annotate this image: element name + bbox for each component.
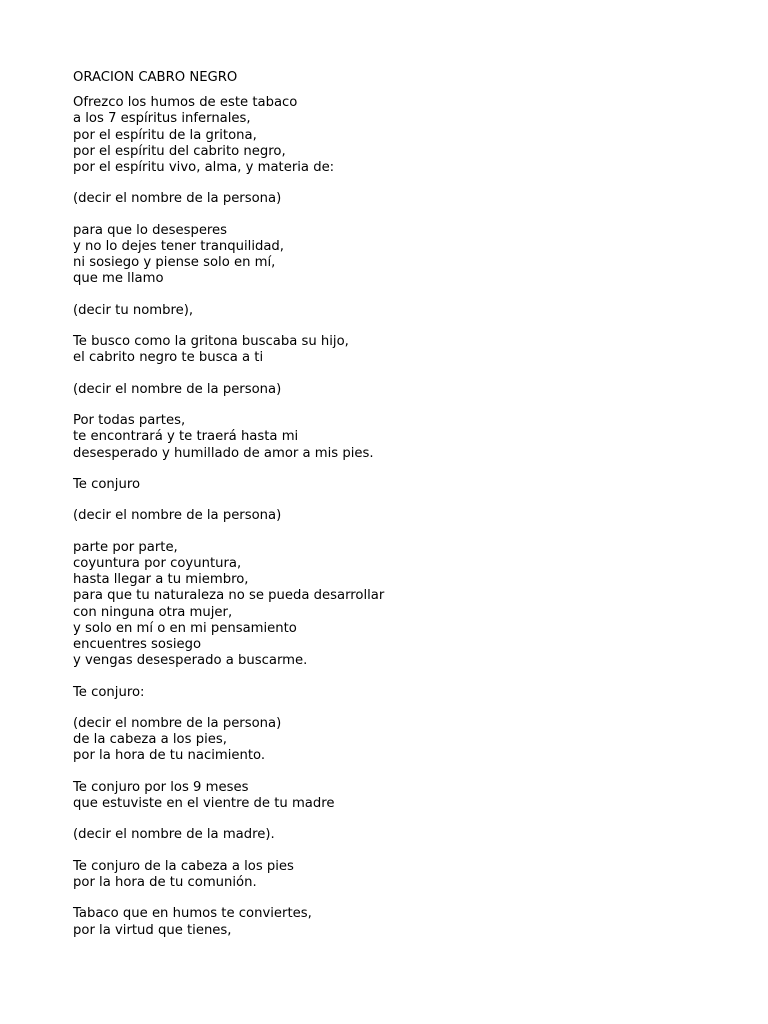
text-line: parte por parte, [73,539,178,555]
text-line: a los 7 espíritus infernales, [73,111,251,127]
stanza [73,191,733,207]
document-body [73,70,733,954]
stanza [73,382,733,398]
text-line: Te conjuro por los 9 meses [73,779,249,795]
text-line: Tabaco que en humos te conviertes, [73,906,312,922]
text-line: ni sosiego y piense solo en mí, [73,255,276,271]
text-line: y vengas desesperado a buscarme. [73,653,308,669]
text-line: (decir el nombre de la persona) [73,381,282,397]
stanza [73,508,733,524]
text-line: Ofrezco los humos de este tabaco [73,95,298,111]
stanza [73,827,733,843]
text-line: (decir el nombre de la persona) [73,508,282,524]
document-title: ORACION CABRO NEGRO [73,70,238,85]
text-line: Por todas partes, [73,413,186,429]
text-line: Te conjuro: [73,684,145,700]
text-line: por la virtud que tienes, [73,922,232,938]
text-line: coyuntura por coyuntura, [73,555,242,571]
text-line: que estuviste en el vientre de tu madre [73,795,335,811]
text-line: que me llamo [73,271,164,287]
stanza [73,334,733,366]
stanza [73,540,733,670]
stanza [73,477,733,493]
stanza [73,685,733,701]
text-line: y solo en mí o en mi pensamiento [73,620,297,636]
text-line: encuentres sosiego [73,636,202,652]
text-line: para que tu naturaleza no se pueda desarrollar [73,588,385,604]
text-line: para que lo desesperes [73,222,228,238]
stanza [73,906,733,938]
text-line: por el espíritu del cabrito negro, [73,143,286,159]
stanza [73,413,733,462]
text-line: por el espíritu vivo, alma, y materia de: [73,160,335,176]
text-line: por el espíritu de la gritona, [73,127,257,143]
text-line: Te conjuro [73,476,141,492]
text-line: (decir el nombre de la persona) [73,715,282,731]
text-line: Te conjuro de la cabeza a los pies [73,858,294,874]
text-line: con ninguna otra mujer, [73,604,233,620]
stanza [73,780,733,812]
text-line: desesperado y humillado de amor a mis pies. [73,445,374,461]
text-line: Te busco como la gritona buscaba su hijo, [73,334,349,350]
prayer-text [73,95,733,939]
text-line: te encontrará y te traerá hasta mi [73,429,299,445]
text-line: (decir el nombre de la madre). [73,827,275,843]
stanza [73,303,733,319]
text-line: y no lo dejes tener tranquilidad, [73,239,284,254]
text-line: (decir el nombre de la persona) [73,191,282,207]
stanza [73,859,733,891]
text-line: por la hora de tu nacimiento. [73,748,266,764]
stanza [73,716,733,765]
text-line: por la hora de tu comunión. [73,874,257,890]
text-line: de la cabeza a los pies, [73,732,227,748]
stanza [73,95,733,176]
text-line: (decir tu nombre), [73,302,194,318]
text-line: hasta llegar a tu miembro, [73,572,249,588]
text-line: el cabrito negro te busca a ti [73,350,264,366]
stanza [73,223,733,288]
